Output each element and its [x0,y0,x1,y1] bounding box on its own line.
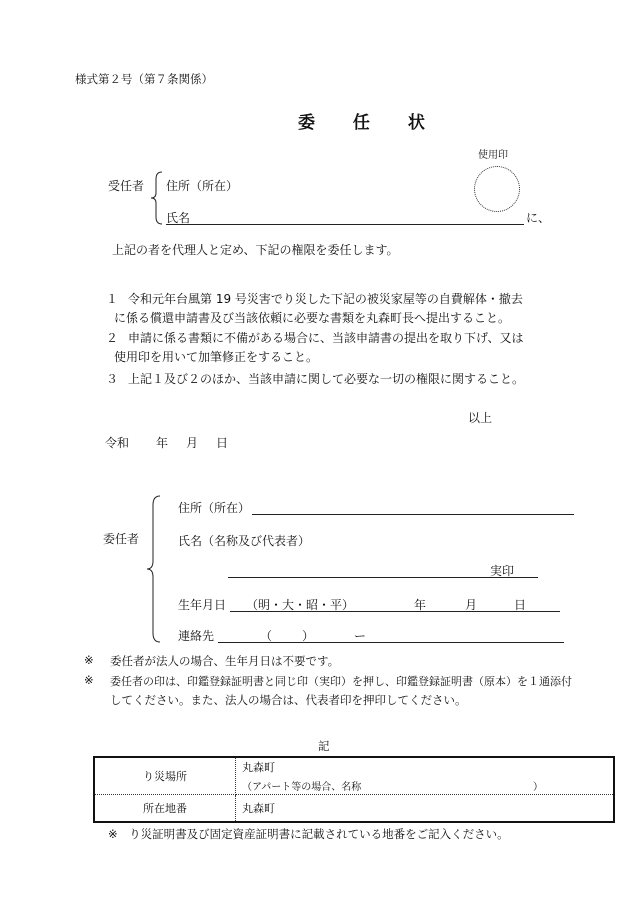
principal-birth-line [230,611,560,612]
principal-name-line [228,577,538,578]
note-1-mark: ※ [84,653,94,667]
table-row [94,795,614,823]
principal-birth-label: 生年月日 [178,598,227,612]
note-2-line-1: 委任者の印は、印鑑登録証明書と同じ印（実印）を押し、印鑑登録証明書（原本）を１通添付 [110,675,572,688]
date-year-label: 年 [156,436,169,450]
form-number-label: 様式第２号（第７条関係） [75,72,213,86]
item-3-number: ３ [106,372,119,386]
item-1-number: １ [106,292,119,306]
principal-birth-eras: （明・大・昭・平） [246,598,355,612]
agent-name-label: 氏名 [166,211,191,225]
note-1-text: 委任者が法人の場合、生年月日は不要です。 [110,654,340,668]
item-1-line-1: 令和元年台風第 19 号災害でり災した下記の被災家屋等の自費解体・撤去 [128,292,523,306]
principal-contact-dash: ー [354,629,367,643]
disaster-location-sub-close: ） [533,782,543,793]
page-title: 委 任 状 [298,113,441,133]
principal-address-line [252,514,574,515]
closing-label: 以上 [468,411,493,425]
table-row [94,757,614,795]
principal-address-label: 住所（所在） [178,501,251,515]
agent-name-line [166,224,524,225]
disaster-location-label: り災場所 [94,757,236,795]
principal-birth-day: 日 [514,598,527,612]
date-month-label: 月 [186,436,199,450]
item-3-line-1: 上記１及び２のほか、当該申請に関して必要な一切の権限に関すること。 [128,372,525,386]
agent-suffix: に、 [526,211,551,225]
stamp-circle [474,166,520,212]
lot-number-label: 所在地番 [94,795,236,823]
principal-brace [146,495,162,643]
disaster-location-cell [236,757,615,795]
principal-birth-month: 月 [465,598,478,612]
principal-contact-label: 連絡先 [178,629,215,643]
item-1-line-2: に係る償還申請書及び当該依頼に必要な書類を丸森町長へ提出すること。 [114,311,511,325]
note-2-mark: ※ [84,673,94,687]
principal-heading: 委任者 [103,532,140,546]
ki-label: 記 [318,739,330,753]
date-day-label: 日 [216,436,229,450]
delegation-sentence: 上記の者を代理人と定め、下記の権限を委任します。 [112,243,399,257]
footer-note: ※ り災証明書及び固定資産証明書に記載されている地番をご記入ください。 [108,827,509,841]
agent-brace [150,171,164,225]
principal-contact-line [218,642,564,643]
principal-birth-year: 年 [414,598,427,612]
item-2-line-2: 使用印を用いて加筆修正をすること。 [114,350,319,364]
item-2-number: ２ [106,331,119,345]
note-2-line-2: してください。また、法人の場合は、代表者印を押印してください。 [110,693,467,707]
principal-name-label: 氏名（名称及び代表者） [178,534,311,548]
agent-heading: 受任者 [108,179,145,193]
lot-number-value: 丸森町 [242,802,275,815]
principal-seal-label: 実印 [490,564,515,578]
agent-address-label: 住所（所在） [166,179,239,193]
date-era: 令和 [105,436,130,450]
item-2-line-1: 申請に係る書類に不備がある場合に、当該申請書の提出を取り下げ、又は [128,331,524,345]
principal-contact-close: ） [302,629,315,643]
disaster-location-value: 丸森町 [242,761,275,774]
disaster-location-sub: （アパート等の場合、名称 [242,782,362,793]
principal-contact-open: （ [260,629,273,643]
disaster-location-table [93,756,615,823]
stamp-label: 使用印 [478,150,508,161]
